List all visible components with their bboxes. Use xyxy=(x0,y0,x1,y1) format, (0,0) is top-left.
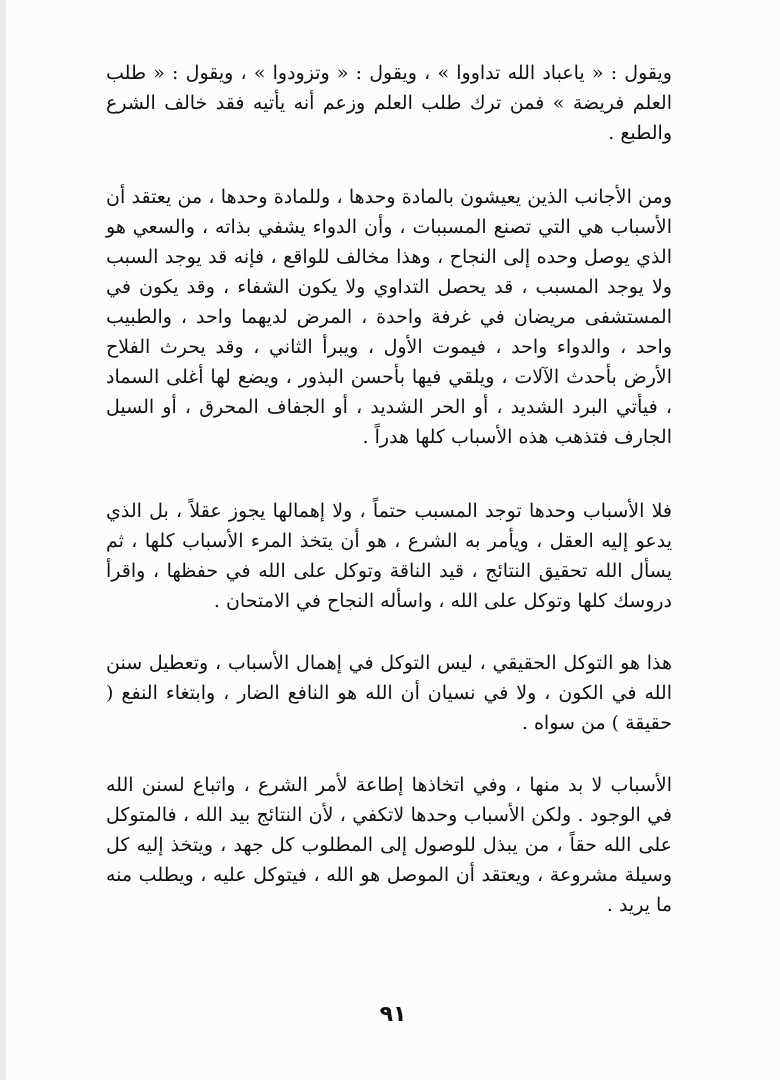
paragraph-true-reliance: هذا هو التوكل الحقيقي ، ليس التوكل في إهمال الأسباب ، وتعطيل سنن الله في الكون ، ولا في نسيان أن الله هو النافع الضار ، وابتغاء النفع ( حقيقة ) من سواه . xyxy=(106,652,672,734)
page-number: ٩١ xyxy=(379,1002,407,1027)
body-text xyxy=(106,58,672,920)
paragraph-hadith-quotes: ويقول : « ياعباد الله تداووا » ، ويقول : « وتزودوا » ، ويقول : « طلب العلم فريضة » فمن ترك طلب العلم وزعم أنه يأتيه فقد خالف الشرع والطبع . xyxy=(106,62,672,144)
paragraph-materialists: ومن الأجانب الذين يعيشون بالمادة وحدها ، وللمادة وحدها ، من يعتقد أن الأسباب هي التي تصنع المسببات ، وأن الدواء يشفي بذاته ، والسعي هو الذي يوصل وحده إلى النجاح ، وهذا مخالف للواقع ، فإنه قد يوجد السبب ولا يوجد المسبب ، قد يحصل التداوي ولا يكون الشفاء ، وقد يكون في المستشفى مريضان في غرفة واحدة ، المرض لديهما واحد ، والطبيب واحد ، والدواء واحد ، فيموت الأول ، ويبرأ الثاني ، وقد يحرث الفلاح الأرض بأحدث الآلات ، ويلقي فيها بأحسن البذور ، ويضع لها أغلى السماد ، فيأتي البرد الشديد ، أو الحر الشديد ، أو الجفاف المحرق ، أو السيل الجارف فتذهب هذه الأسباب كلها هدراً . xyxy=(106,186,672,448)
paragraph-take-means: فلا الأسباب وحدها توجد المسبب حتماً ، ولا إهمالها يجوز عقلاً ، بل الذي يدعو إليه العقل ، ويأمر به الشرع ، هو أن يتخذ المرء الأسباب كلها ، ثم يسأل الله تحقيق النتائج ، قيد الناقة وتوكل على الله في حفظها ، واقرأ دروسك كلها وتوكل على الله ، واسأله النجاح في الامتحان . xyxy=(106,500,672,612)
paragraph-means-necessary: الأسباب لا بد منها ، وفي اتخاذها إطاعة لأمر الشرع ، واتباع لسنن الله في الوجود . ولكن الأسباب وحدها لاتكفي ، لأن النتائج بيد الله ، فالمتوكل على الله حقاً ، من يبذل للوصول إلى المطلوب كل جهد ، ويتخذ إليه كل وسيلة مشروعة ، ويعتقد أن الموصل هو الله ، فيتوكل عليه ، ويطلب منه ما يريد . xyxy=(106,774,672,916)
